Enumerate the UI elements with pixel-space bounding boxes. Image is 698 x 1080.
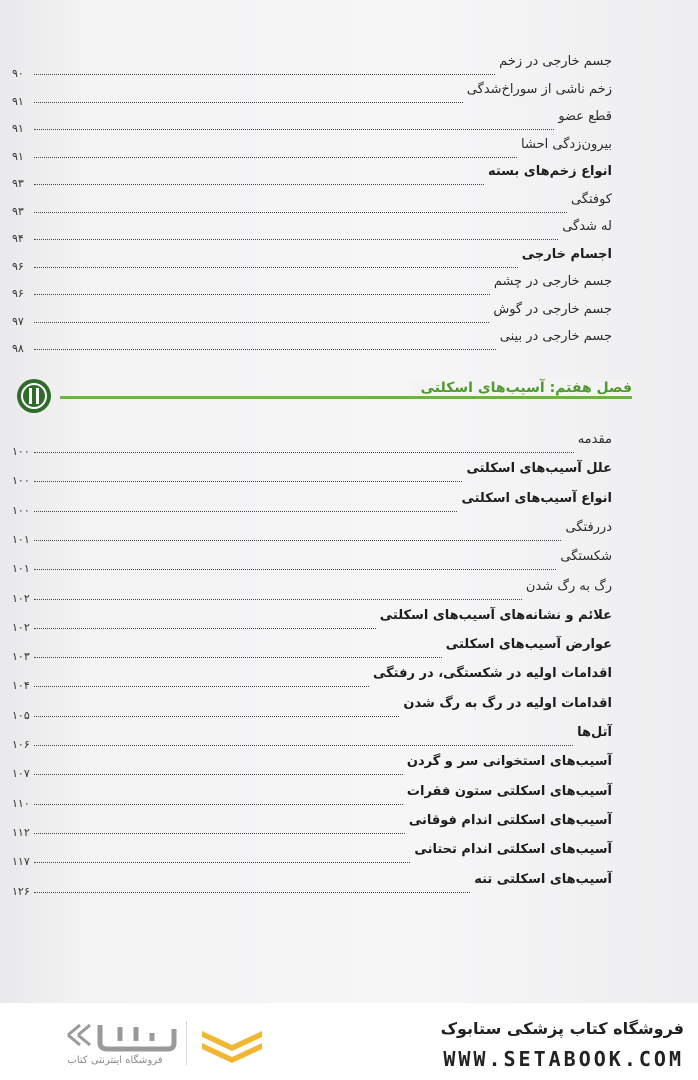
toc-entry xyxy=(12,459,612,488)
dot-leader xyxy=(34,294,490,295)
toc-entry xyxy=(12,107,612,133)
toc-page-number: ۱۰۰ xyxy=(12,474,30,488)
toc-entry-title: اجسام خارجی xyxy=(521,246,612,262)
toc-page-number: ۹۷ xyxy=(12,314,24,328)
toc-entry xyxy=(12,606,612,632)
dot-leader xyxy=(34,452,574,453)
toc-entry xyxy=(12,430,612,456)
dot-leader xyxy=(34,804,403,805)
toc-page-number: ۱۰۶ xyxy=(12,738,30,751)
toc-page-number: ۱۱۲ xyxy=(12,825,30,839)
toc-page-number: ۹۰ xyxy=(12,67,24,80)
toc-entry-title: رگ به رگ شدن xyxy=(525,578,612,594)
dot-leader xyxy=(34,184,484,185)
toc-page-number: ۱۰۱ xyxy=(12,562,30,576)
toc-entry xyxy=(12,577,612,603)
toc-entry xyxy=(12,80,612,106)
dot-leader xyxy=(34,657,442,658)
toc-entry xyxy=(12,811,612,837)
toc-entry xyxy=(12,190,612,216)
toc-entry-title: جسم خارجی در چشم xyxy=(493,274,612,289)
store-url: WWW.SETABOOK.COM xyxy=(443,1047,684,1071)
toc-page-number: ۱۰۱ xyxy=(12,532,30,546)
dot-leader xyxy=(34,774,403,775)
toc-entry-title: دررفتگی xyxy=(565,519,612,535)
toc-page-number: ۱۲۶ xyxy=(12,884,30,898)
toc-page-number: ۱۰۴ xyxy=(12,679,30,693)
toc-page-number: ۱۰۷ xyxy=(12,767,30,781)
toc-entry-title: بیرون‌زدگی احشا xyxy=(521,136,612,152)
chapter-title: فصل هفتم: آسیب‌های اسکلتی xyxy=(411,380,632,396)
toc-entry xyxy=(12,300,612,326)
toc-entry-title: له شدگی xyxy=(562,219,612,234)
toc-entry-title: انواع آسیب‌های اسکلتی xyxy=(461,490,612,506)
toc-entry xyxy=(12,217,612,243)
toc-entry-title: آسیب‌های اسکلتی اندام تحتانی xyxy=(414,842,612,858)
toc-entry-title: علائم و نشانه‌های آسیب‌های اسکلتی xyxy=(379,607,612,623)
toc-page-number: ۹۳ xyxy=(12,177,24,190)
toc-entry xyxy=(12,135,612,161)
toc-entry-title: کوفتگی xyxy=(570,191,612,207)
dot-leader xyxy=(34,569,556,570)
toc-entry xyxy=(12,52,612,78)
watermark-banner xyxy=(0,1003,698,1080)
toc-entry-title: عوارض آسیب‌های اسکلتی xyxy=(445,637,612,653)
dot-leader xyxy=(34,892,470,893)
toc-page-number: ۹۶ xyxy=(12,259,24,273)
toc-page-number: ۱۰۰ xyxy=(12,445,30,458)
dot-leader xyxy=(34,862,410,863)
toc-entry xyxy=(12,162,612,188)
toc-entry xyxy=(12,694,612,720)
toc-entry xyxy=(12,870,612,896)
toc-entry-title: زخم ناشی از سوراخ‌شدگی xyxy=(466,81,612,97)
toc-entry-title: انواع زخم‌های بسته xyxy=(487,164,612,179)
toc-page-number: ۱۰۲ xyxy=(12,620,30,634)
toc-entry-title: مقدمه xyxy=(577,432,612,447)
toc-entry-title: جسم خارجی در بینی xyxy=(499,329,612,344)
dot-leader xyxy=(34,481,462,482)
dot-leader xyxy=(34,74,495,75)
toc-entry xyxy=(12,547,612,576)
chapter-number-icon xyxy=(10,374,60,414)
dot-leader xyxy=(34,745,573,746)
dot-leader xyxy=(34,349,496,350)
toc-entry-title: شکستگی xyxy=(560,549,612,565)
toc-page-number: ۹۱ xyxy=(12,149,24,163)
toc-entry-title: آتل‌ها xyxy=(577,725,612,740)
toc-entry xyxy=(12,489,612,515)
dot-leader xyxy=(34,686,369,687)
store-name: فروشگاه کتاب پزشکی ستابوک xyxy=(440,1019,684,1038)
setabook-logo-icon xyxy=(196,1023,268,1067)
toc-entry-title: اقدامات اولیه در رگ به رگ شدن xyxy=(403,695,612,711)
logo-subtitle: فروشگاه اینترنتی کتاب xyxy=(67,1055,163,1066)
toc-entry xyxy=(12,245,612,271)
toc-page-number: ۹۳ xyxy=(12,204,24,218)
toc-entry xyxy=(12,664,612,693)
dot-leader xyxy=(34,239,558,240)
dot-leader xyxy=(34,129,554,130)
toc-entry-title: قطع عضو xyxy=(558,109,612,124)
dot-leader xyxy=(34,599,522,600)
toc-entry-title: جسم خارجی در گوش xyxy=(493,301,612,317)
toc-entry xyxy=(12,518,612,544)
toc-entry-title: آسیب‌های اسکلتی اندام فوقانی xyxy=(408,812,612,828)
toc-entry-title: علل آسیب‌های اسکلتی xyxy=(466,461,612,477)
chapter-header xyxy=(10,374,632,414)
toc-entry xyxy=(12,840,612,869)
toc-entry xyxy=(12,782,612,808)
dot-leader xyxy=(34,212,567,213)
dot-leader xyxy=(34,322,489,323)
dot-leader xyxy=(34,267,518,268)
toc-entry xyxy=(12,327,612,353)
dot-leader xyxy=(34,833,405,834)
dot-leader xyxy=(34,540,561,541)
toc-page-number: ۱۰۵ xyxy=(12,708,30,722)
setabook-wordmark xyxy=(60,1015,180,1055)
toc-page-number: ۹۴ xyxy=(12,232,24,245)
toc-page-number: ۹۶ xyxy=(12,287,24,300)
dot-leader xyxy=(34,716,399,717)
toc-entry xyxy=(12,723,612,749)
toc-page-number: ۹۱ xyxy=(12,94,24,108)
toc-page-number: ۱۰۰ xyxy=(12,503,30,517)
toc-page-number: ۹۸ xyxy=(12,342,24,355)
dot-leader xyxy=(34,102,463,103)
toc-page-number: ۱۱۰ xyxy=(12,796,30,810)
toc-entry xyxy=(12,635,612,664)
toc-entry-title: آسیب‌های استخوانی سر و گردن xyxy=(406,754,612,770)
toc-entry-title: جسم خارجی در زخم xyxy=(499,54,612,69)
toc-entry-title: اقدامات اولیه در شکستگی، در رفتگی xyxy=(372,666,612,682)
dot-leader xyxy=(34,628,376,629)
toc-entry-title: آسیب‌های اسکلتی ستون فقرات xyxy=(406,783,612,799)
chapter-rule xyxy=(60,396,632,399)
toc-page-number: ۱۰۲ xyxy=(12,591,30,605)
toc-page-number: ۹۱ xyxy=(12,122,24,135)
dot-leader xyxy=(34,511,457,512)
toc-page-number: ۱۱۷ xyxy=(12,855,30,869)
dot-leader xyxy=(34,157,517,158)
toc-entry-title: آسیب‌های اسکلتی تنه xyxy=(474,871,612,887)
toc-page-number: ۱۰۳ xyxy=(12,650,30,664)
toc-entry xyxy=(12,752,612,781)
toc-entry xyxy=(12,272,612,298)
